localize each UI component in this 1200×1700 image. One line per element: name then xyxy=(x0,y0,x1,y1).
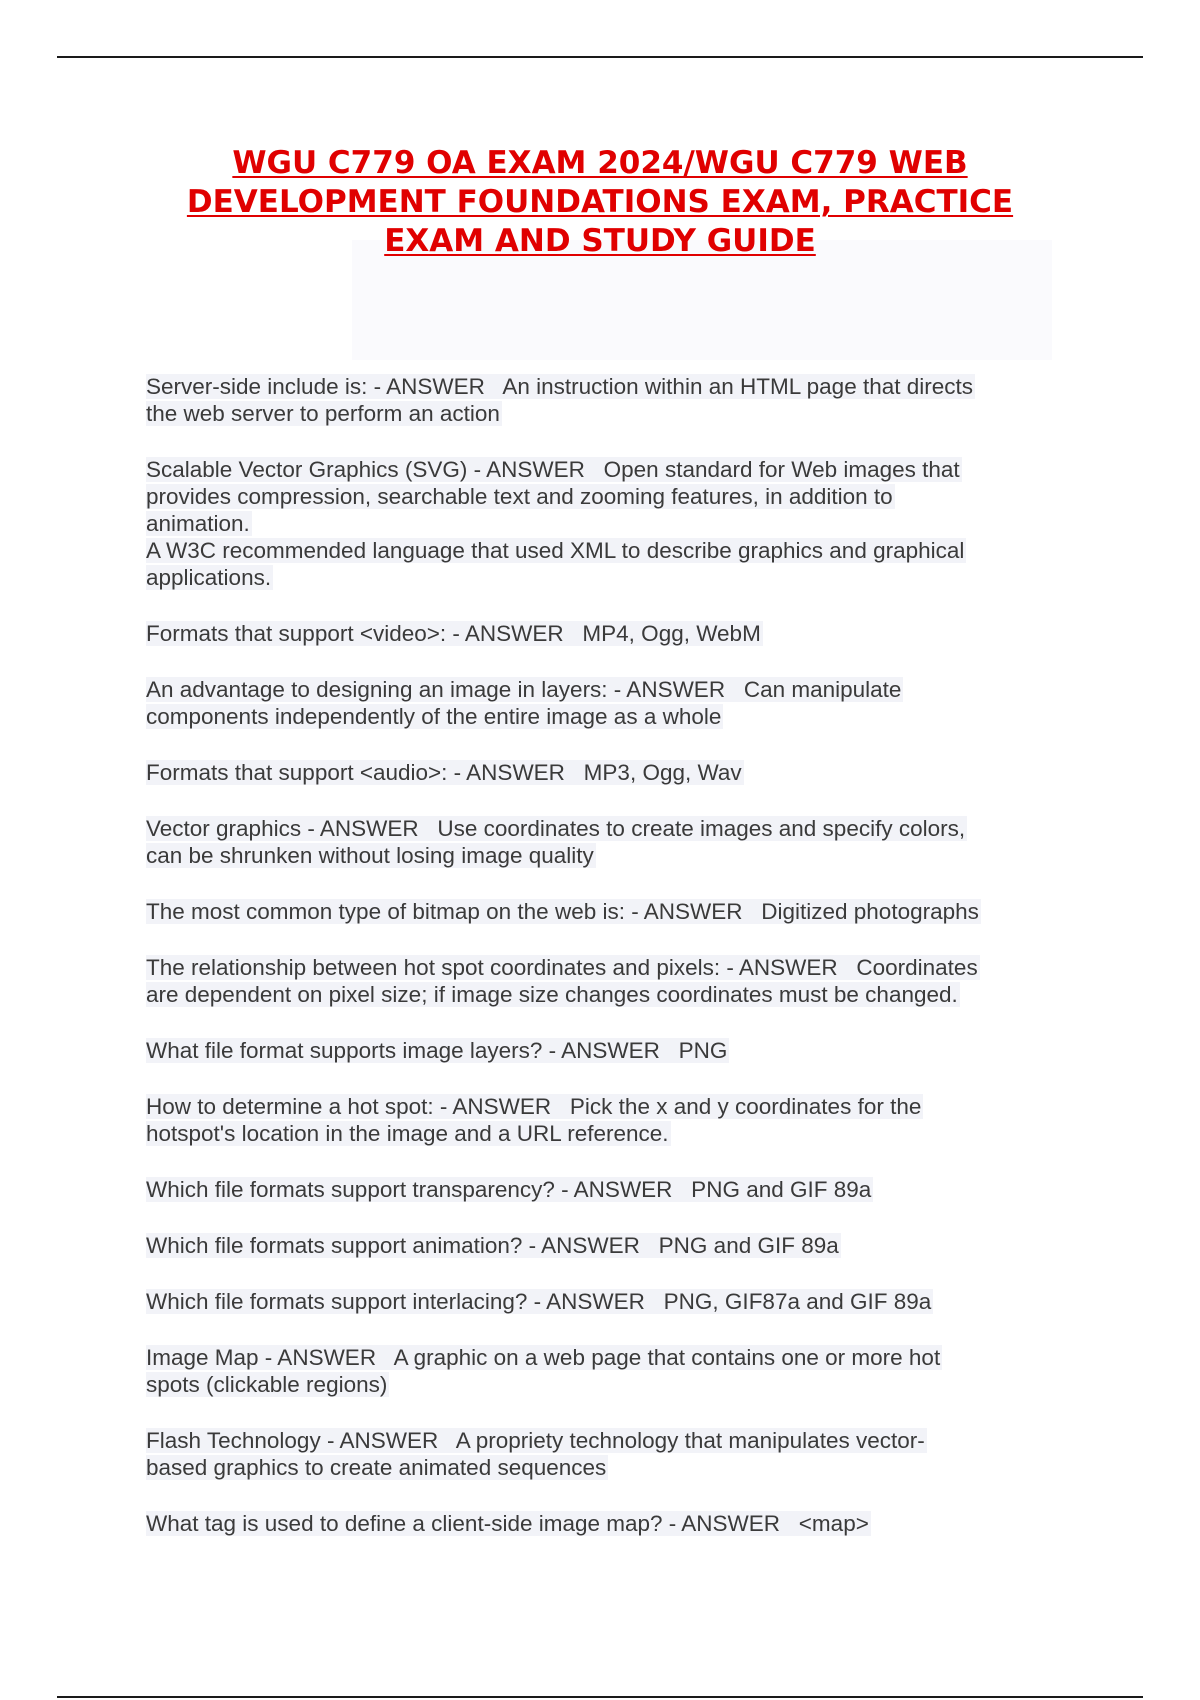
qa-line xyxy=(146,400,1066,427)
qa-line xyxy=(146,1427,1066,1454)
qa-line-text: Which file formats support animation? - ANSWER PNG and GIF 89a xyxy=(146,1233,839,1258)
qa-item xyxy=(146,456,1066,591)
qa-line-text: can be shrunken without losing image quality xyxy=(146,843,594,868)
qa-line-text: Formats that support <video>: - ANSWER MP4, Ogg, WebM xyxy=(146,621,761,646)
qa-line-text: the web server to perform an action xyxy=(146,401,500,426)
qa-line xyxy=(146,759,1066,786)
document-title xyxy=(100,144,1100,261)
qa-line-text: Vector graphics - ANSWER Use coordinates to create images and specify colors, xyxy=(146,816,966,841)
qa-item xyxy=(146,759,1066,786)
qa-item xyxy=(146,373,1066,427)
qa-line xyxy=(146,373,1066,400)
qa-line-text: The relationship between hot spot coordinates and pixels: - ANSWER Coordinates xyxy=(146,955,978,980)
qa-line-text: Formats that support <audio>: - ANSWER MP3, Ogg, Wav xyxy=(146,760,742,785)
qa-line xyxy=(146,483,1066,510)
qa-line xyxy=(146,981,1066,1008)
title-line-2: DEVELOPMENT FOUNDATIONS EXAM, PRACTICE xyxy=(186,184,1014,220)
qa-line xyxy=(146,1037,1066,1064)
qa-line xyxy=(146,1288,1066,1315)
qa-line xyxy=(146,1344,1066,1371)
qa-line-text: Flash Technology - ANSWER A propriety technology that manipulates vector- xyxy=(146,1428,925,1453)
qa-line xyxy=(146,954,1066,981)
qa-line xyxy=(146,1371,1066,1398)
top-rule xyxy=(57,56,1143,58)
qa-line xyxy=(146,1454,1066,1481)
qa-item xyxy=(146,898,1066,925)
qa-line-text: components independently of the entire image as a whole xyxy=(146,704,722,729)
qa-line xyxy=(146,703,1066,730)
qa-list xyxy=(146,373,1066,1566)
qa-item xyxy=(146,1427,1066,1481)
qa-line-text: A W3C recommended language that used XML to describe graphics and graphical xyxy=(146,538,965,563)
qa-line xyxy=(146,842,1066,869)
qa-line xyxy=(146,1093,1066,1120)
qa-line-text: are dependent on pixel size; if image size changes coordinates must be changed. xyxy=(146,982,958,1007)
qa-line-text: animation. xyxy=(146,511,250,536)
qa-line-text: What tag is used to define a client-side image map? - ANSWER <map> xyxy=(146,1511,869,1536)
qa-line-text: hotspot's location in the image and a URL reference. xyxy=(146,1121,669,1146)
qa-item xyxy=(146,1344,1066,1398)
qa-item xyxy=(146,1176,1066,1203)
qa-line-text: based graphics to create animated sequences xyxy=(146,1455,607,1480)
qa-item xyxy=(146,1288,1066,1315)
qa-line-text: Server-side include is: - ANSWER An instruction within an HTML page that directs xyxy=(146,374,974,399)
title-line-3: EXAM AND STUDY GUIDE xyxy=(384,223,816,259)
qa-item xyxy=(146,815,1066,869)
qa-item xyxy=(146,676,1066,730)
qa-line-text: Image Map - ANSWER A graphic on a web page that contains one or more hot xyxy=(146,1345,941,1370)
qa-line-text: Which file formats support transparency? - ANSWER PNG and GIF 89a xyxy=(146,1177,872,1202)
qa-item xyxy=(146,1232,1066,1259)
qa-line xyxy=(146,1510,1066,1537)
qa-line-text: What file format supports image layers? - ANSWER PNG xyxy=(146,1038,728,1063)
qa-item xyxy=(146,1510,1066,1537)
qa-line xyxy=(146,537,1066,564)
qa-line-text: An advantage to designing an image in layers: - ANSWER Can manipulate xyxy=(146,677,902,702)
qa-line xyxy=(146,815,1066,842)
qa-line-text: provides compression, searchable text and zooming features, in addition to xyxy=(146,484,893,509)
qa-line-text: Scalable Vector Graphics (SVG) - ANSWER Open standard for Web images that xyxy=(146,457,960,482)
qa-line xyxy=(146,898,1066,925)
qa-item xyxy=(146,1093,1066,1147)
qa-line xyxy=(146,510,1066,537)
qa-line xyxy=(146,564,1066,591)
qa-item xyxy=(146,954,1066,1008)
qa-line xyxy=(146,456,1066,483)
qa-line xyxy=(146,1176,1066,1203)
qa-line xyxy=(146,676,1066,703)
qa-line xyxy=(146,1120,1066,1147)
bottom-rule xyxy=(57,1696,1143,1698)
qa-item xyxy=(146,1037,1066,1064)
document-title-block xyxy=(100,144,1100,261)
qa-line-text: The most common type of bitmap on the web is: - ANSWER Digitized photographs xyxy=(146,899,979,924)
qa-line-text: Which file formats support interlacing? - ANSWER PNG, GIF87a and GIF 89a xyxy=(146,1289,932,1314)
qa-line-text: How to determine a hot spot: - ANSWER Pick the x and y coordinates for the xyxy=(146,1094,922,1119)
title-line-1: WGU C779 OA EXAM 2024/WGU C779 WEB xyxy=(232,145,968,181)
qa-item xyxy=(146,620,1066,647)
qa-line xyxy=(146,1232,1066,1259)
qa-line xyxy=(146,620,1066,647)
qa-line-text: spots (clickable regions) xyxy=(146,1372,388,1397)
qa-line-text: applications. xyxy=(146,565,272,590)
